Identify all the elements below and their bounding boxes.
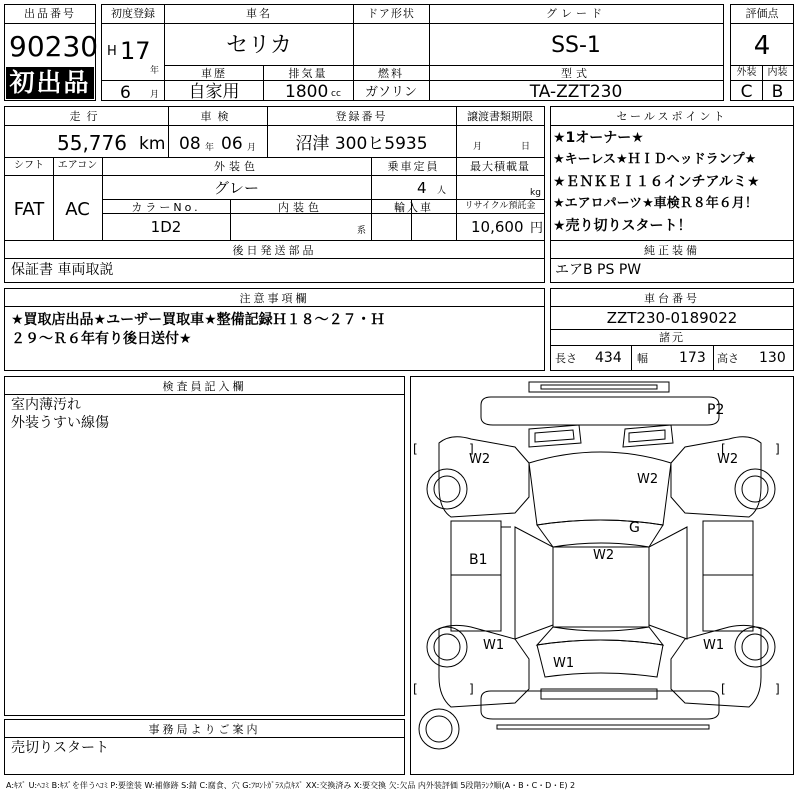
bracket-front-left-open: [: [413, 442, 418, 456]
plate-number: 沼津 300ヒ5935: [295, 134, 428, 154]
bracket-front-left-close: ]: [469, 442, 474, 456]
mark-w2-roof: W2: [593, 548, 615, 563]
model-label: 型式: [561, 67, 591, 80]
import-label: 輸入車: [394, 201, 433, 214]
color-no-label: カラーNo.: [131, 201, 201, 214]
equipment-label: 純正装備: [644, 244, 700, 257]
mark-w1-rear-left: W1: [483, 638, 505, 653]
recycle-unit: 円: [530, 221, 544, 236]
equipment-box: [550, 240, 794, 283]
sales-point-3: ★ＥＮＫＥＩ１６インチアルミ★: [553, 174, 760, 190]
interior-color-unit: 系: [357, 226, 367, 236]
exterior-color-label: 外装色: [214, 160, 259, 173]
shift-value: FAT: [13, 199, 45, 220]
score-label: 評価点: [745, 7, 779, 20]
inspector-label: 検査員記入欄: [162, 380, 247, 393]
mark-w1-rear-right: W1: [703, 638, 725, 653]
chassis-box: [550, 288, 794, 371]
height-label: 高さ: [717, 352, 739, 365]
exterior-label: 外装: [736, 67, 757, 78]
year-unit: 年: [150, 66, 160, 76]
first-listing-badge: 初出品: [6, 67, 94, 99]
transfer-label: 譲渡書類期限: [467, 110, 533, 123]
mark-w1-trunk: W1: [553, 656, 575, 671]
history-label: 車歴: [201, 67, 227, 80]
displacement-unit: cc: [331, 89, 341, 99]
sales-point-2: ★キーレス★ＨＩＤヘッドランプ★: [553, 152, 757, 167]
capacity-value: 4: [417, 179, 427, 197]
plate-label: 登録番号: [335, 110, 388, 123]
mark-w2-front-right: W2: [717, 452, 739, 467]
interior-grade: B: [771, 82, 784, 102]
inspection-label: 車検: [200, 110, 235, 123]
equipment-value: エアB PS PW: [555, 262, 642, 278]
bracket-rear-left-close: ]: [469, 682, 474, 696]
chassis-number: ZZT230-0189022: [606, 309, 738, 327]
registration-details-box: [4, 106, 545, 242]
length-value: 434: [595, 350, 622, 366]
sales-points-box: [550, 106, 794, 242]
capacity-unit: 人: [437, 186, 447, 196]
sales-point-1: ★1オーナー★: [553, 130, 644, 146]
first-reg-month: 6: [120, 83, 131, 103]
car-name: セリカ: [226, 33, 292, 58]
car-name-label: 車名: [246, 7, 272, 20]
displacement-value: 1800: [285, 82, 329, 102]
later-parts-value: 保証書 車両取説: [11, 262, 114, 278]
office-label: 事務局よりご案内: [148, 723, 261, 736]
legend-text: A:ｷｽﾞ U:ﾍｺﾐ B:ｷｽﾞを伴うﾍｺﾐ P:要塗装 W:補修跡 S:錆 C:腐食、穴 G:ﾌﾛﾝﾄｶﾞﾗｽ点ｷｽﾞ XX:交換済み X:要交換 欠:欠品 内外装評価 5段階ﾗﾝｸ順(A・B・C・D・E) 2: [6, 781, 576, 790]
fuel-label: 燃料: [378, 67, 404, 80]
lot-number-label: 出品番号: [24, 7, 76, 20]
ac-value: AC: [65, 199, 90, 220]
car-diagram-box: [410, 376, 794, 775]
inspector-line-2: 外装うすい線傷: [11, 415, 109, 431]
capacity-label: 乗車定員: [387, 160, 440, 173]
later-parts-label: 後日発送部品: [232, 244, 317, 257]
notes-line-1: ★買取店出品★ユーザー買取車★整備記録Ｈ１８〜２７・Ｈ: [11, 312, 385, 328]
mark-g: G: [629, 520, 640, 536]
sales-point-4: ★エアロパーツ★車検Ｒ８年６月！: [553, 196, 758, 211]
notes-line-2: ２９〜Ｒ６年有り後日送付★: [11, 331, 192, 347]
color-no-value: 1D2: [150, 218, 182, 236]
shift-label: シフト: [14, 160, 44, 171]
transfer-day-unit: 日: [521, 142, 531, 152]
recycle-value: 10,600: [471, 218, 524, 236]
load-label: 最大積載量: [470, 160, 530, 173]
door-label: ドア形状: [367, 7, 415, 20]
mileage-value: 55,776: [57, 131, 127, 155]
inspector-box: [4, 376, 405, 716]
first-reg-year: 17: [120, 37, 151, 65]
width-label: 幅: [637, 352, 648, 365]
inspector-line-1: 室内薄汚れ: [11, 397, 81, 413]
inspection-year-unit: 年: [205, 143, 215, 153]
transfer-month-unit: 月: [473, 142, 483, 152]
era-label: H: [107, 44, 117, 59]
exterior-color-value: グレー: [213, 179, 259, 197]
score-value: 4: [753, 31, 771, 61]
office-value: 売切りスタート: [11, 740, 109, 756]
mark-p2: P2: [707, 402, 725, 418]
sales-point-5: ★売り切りスタート！: [553, 218, 692, 234]
bracket-front-right-open: [: [721, 442, 726, 456]
sales-points-label: セールスポイント: [616, 110, 728, 123]
office-box: [4, 719, 405, 775]
bracket-rear-right-open: [: [721, 682, 726, 696]
interior-label: 内装: [767, 67, 788, 78]
load-unit: kg: [530, 188, 541, 198]
first-registration-label: 初度登録: [111, 7, 155, 20]
fuel-value: ガソリン: [364, 85, 417, 100]
inspection-month-unit: 月: [247, 143, 257, 153]
grade-value: SS-1: [551, 33, 601, 58]
bracket-rear-right-close: ]: [775, 682, 780, 696]
notes-box: [4, 288, 545, 371]
dimensions-label: 諸元: [659, 331, 685, 344]
bracket-front-right-close: ]: [775, 442, 780, 456]
score-box: [730, 4, 794, 101]
ac-label: エアコン: [57, 160, 98, 171]
inspection-month: 06: [221, 134, 243, 154]
inspection-year: 08: [179, 134, 201, 154]
vehicle-info-box: [164, 4, 724, 101]
first-registration-box: [101, 4, 165, 101]
length-label: 長さ: [555, 352, 577, 365]
bracket-rear-left-open: [: [413, 682, 418, 696]
month-unit: 月: [150, 90, 160, 100]
grade-label: グレード: [546, 7, 606, 20]
displacement-label: 排気量: [288, 67, 328, 80]
recycle-label: リサイクル預託金: [464, 201, 536, 211]
width-value: 173: [679, 350, 706, 366]
mark-b1: B1: [469, 552, 488, 568]
notes-label: 注意事項欄: [239, 292, 310, 305]
later-parts-box: [4, 240, 545, 283]
lot-number: 90230: [9, 30, 99, 63]
interior-color-label: 内装色: [278, 201, 323, 214]
lot-number-box: [4, 4, 99, 101]
chassis-label: 車台番号: [644, 292, 700, 305]
car-damage-diagram: [411, 377, 793, 774]
mileage-label: 走行: [69, 110, 104, 123]
exterior-grade: C: [740, 82, 753, 102]
history-value: 自家用: [188, 82, 240, 102]
mark-w2-front-left: W2: [469, 452, 491, 467]
mark-w2-hood: W2: [637, 472, 659, 487]
height-value: 130: [759, 350, 786, 366]
model-value: TA-ZZT230: [529, 82, 623, 102]
mileage-unit: km: [139, 134, 166, 154]
